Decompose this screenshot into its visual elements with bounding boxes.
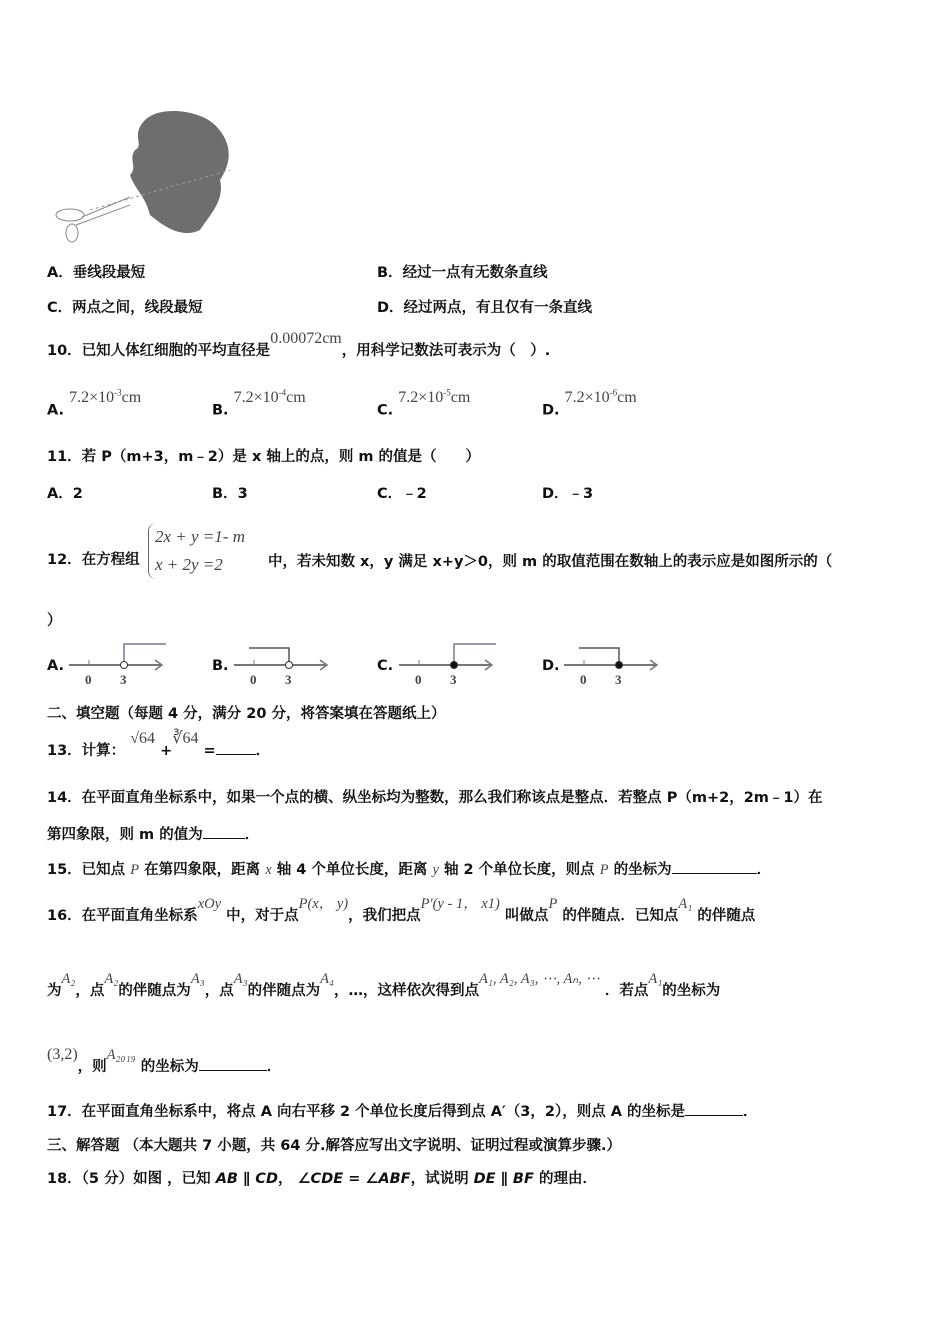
number-line: [564, 640, 674, 688]
math-var: xOy: [197, 896, 222, 912]
question-text: 的坐标为: [662, 983, 721, 999]
option-letter: D.: [542, 658, 560, 674]
q11-option-b: [212, 482, 248, 503]
question-16-line2: [47, 971, 721, 1001]
math-parallel: DE ∥ BF: [473, 1171, 534, 1187]
punctuation: ．: [255, 743, 271, 759]
math-exp: -4: [278, 388, 287, 398]
question-text: ，…，这样依次得到点: [334, 983, 480, 999]
section-heading: 三、解答题 （本大题共 7 小题，共 64 分.解答应写出文字说明、证明过程或演算步骤.）: [47, 1138, 622, 1154]
punctuation: ．: [266, 1059, 282, 1075]
option-text: 经过一点有无数条直线: [402, 265, 548, 281]
math-sqrt: √64: [130, 730, 156, 747]
question-text: 15．已知点: [47, 862, 126, 878]
option-letter: B．: [377, 265, 403, 281]
option-letter: A．: [47, 265, 73, 281]
q11-option-a: [47, 482, 83, 503]
question-text: ，则: [77, 1059, 107, 1075]
math-base: 7.2×10: [69, 389, 115, 407]
option-letter: B.: [212, 402, 229, 419]
question-14-line1: 14．在平面直角坐标系中，如果一个点的横、纵坐标均为整数，那么我们称该点是整点．若整点 P（m+2，2m﹣1）在: [47, 790, 823, 806]
math-value: 0.00072cm: [270, 330, 342, 347]
question-text: ，点: [75, 983, 105, 999]
question-18: [47, 1169, 597, 1189]
q9-option-c: [47, 296, 203, 317]
q9-option-b: [377, 261, 548, 282]
punctuation: ．: [743, 1104, 758, 1120]
question-text: 的理由．: [538, 1171, 597, 1187]
math-parallel: AB ∥ CD: [215, 1171, 278, 1187]
math-var: x: [265, 862, 272, 878]
question-text: 轴 4 个单位长度，距离: [276, 862, 428, 878]
math-point: (3,2): [47, 1046, 78, 1063]
option-letter: D．: [542, 486, 569, 502]
math-unit: cm: [286, 389, 306, 407]
tick-label-3: 3: [120, 672, 127, 687]
question-text: 轴 2 个单位长度，则点: [443, 862, 595, 878]
math-unit: cm: [450, 389, 471, 407]
question-text: 中，对于点: [226, 908, 299, 924]
question-text: ，我们把点: [348, 908, 421, 924]
question-text: 13．计算：: [47, 743, 126, 759]
math-var: A₃: [233, 971, 248, 987]
question-text: ）: [47, 613, 62, 629]
math-base: 7.2×10: [233, 389, 279, 407]
question-16-line1: [47, 896, 756, 926]
q11-option-d: [542, 482, 593, 503]
endpoint-closed: [451, 662, 458, 669]
leaf-scissors-figure: [50, 105, 240, 245]
section-heading: 二、填空题（每题 4 分，满分 20 分，将答案填在答题纸上）: [47, 706, 446, 722]
punctuation: ．: [756, 862, 772, 878]
punctuation: ．: [244, 827, 260, 843]
question-number: 10．: [47, 343, 82, 359]
question-text: 16．在平面直角坐标系: [47, 908, 198, 924]
tick-label-3: 3: [615, 672, 622, 687]
math-base: 7.2×10: [564, 389, 610, 407]
question-text: 的伴随点．已知点: [562, 908, 679, 924]
option-letter: C.: [377, 402, 394, 419]
tick-label-3: 3: [285, 672, 292, 687]
math-var: P: [130, 862, 140, 878]
question-text: 在方程组: [81, 552, 140, 568]
question-text: ，试说明: [410, 1171, 469, 1187]
question-text: 的伴随点: [697, 908, 756, 924]
option-letter: B.: [212, 658, 229, 674]
option-text: 2: [72, 486, 83, 502]
math-var: y: [432, 862, 439, 878]
question-15: [47, 859, 771, 880]
equation-1: 2x + y =1- m: [155, 527, 245, 546]
question-10: [47, 330, 551, 361]
equation-2: x + 2y =2: [155, 555, 223, 574]
number-line: [399, 640, 509, 688]
tick-label-0: 0: [85, 672, 92, 687]
option-text: 垂线段最短: [72, 265, 146, 281]
option-letter: A.: [47, 402, 64, 419]
option-text: 3: [237, 486, 248, 502]
tick-label-0: 0: [580, 672, 587, 687]
math-var: A₁: [648, 971, 663, 987]
question-text: ，: [278, 1171, 293, 1187]
option-text: 两点之间，线段最短: [72, 300, 203, 316]
math-var: P: [548, 896, 558, 912]
range-bracket: [454, 644, 496, 665]
answer-blank[interactable]: [203, 824, 245, 839]
math-sequence: A₁, A₂, A₃, ⋯, Aₙ, ⋯: [479, 971, 600, 987]
math-unit: cm: [121, 389, 142, 407]
equation-system: [148, 523, 245, 579]
math-base: 7.2×10: [398, 389, 444, 407]
math-unit: cm: [617, 389, 637, 407]
math-cbrt: ∛64: [172, 730, 199, 747]
question-11: 11．若 P（m+3，m﹣2）是 x 轴上的点，则 m 的值是（ ）: [47, 449, 481, 465]
math-angle-equality: ∠CDE = ∠ABF: [297, 1171, 411, 1187]
math-plus: +: [160, 743, 173, 759]
endpoint-open: [121, 662, 128, 669]
q11-option-c: [377, 482, 427, 503]
option-letter: D.: [542, 402, 560, 419]
range-bracket: [249, 648, 289, 665]
tick-label-0: 0: [415, 672, 422, 687]
math-var: A₃: [190, 971, 205, 987]
question-text: 17．在平面直角坐标系中，将点 A 向右平移 2 个单位长度后得到点 A′（3，2），则点 A 的坐标是: [47, 1104, 686, 1120]
question-text: 的伴随点为: [247, 983, 321, 999]
question-text: 的坐标为: [613, 862, 672, 878]
question-text: 为: [47, 983, 62, 999]
option-letter: C．: [47, 300, 73, 316]
question-text: 第四象限，则 m 的值为: [47, 827, 203, 843]
question-text: 中，若未知数 x，y 满足 x+y＞0，则 m 的取值范围在数轴上的表示应是如图所示的（: [268, 554, 833, 570]
q9-option-d: [377, 296, 592, 317]
option-text: ﹣3: [568, 486, 594, 502]
option-letter: C.: [377, 658, 394, 674]
question-text: ，用科学记数法可表示为（ ）.: [341, 343, 551, 359]
math-equals: =: [203, 743, 216, 759]
math-var: A₂₀₁₉: [106, 1047, 136, 1063]
option-letter: A.: [47, 658, 64, 674]
answer-blank[interactable]: [685, 1101, 743, 1116]
endpoint-closed: [616, 662, 623, 669]
question-12: [47, 550, 140, 570]
math-var: A₄: [320, 971, 335, 987]
math-var: A₂: [61, 971, 76, 987]
endpoint-open: [286, 662, 293, 669]
range-bracket: [579, 648, 619, 665]
math-var: A₂: [104, 971, 119, 987]
math-point: P′(y - 1， x1): [420, 896, 500, 912]
math-exp: -5: [443, 388, 451, 398]
answer-blank[interactable]: [216, 740, 256, 755]
math-point: P(x， y): [298, 896, 349, 912]
option-letter: B．: [212, 486, 238, 502]
range-bracket: [124, 644, 166, 665]
question-text: ，点: [204, 983, 234, 999]
question-text: ．若点: [604, 983, 649, 999]
option-letter: A．: [47, 486, 73, 502]
tick-label-3: 3: [450, 672, 457, 687]
question-16-line3: [47, 1046, 282, 1077]
question-text: 已知人体红细胞的平均直径是: [81, 343, 271, 359]
answer-blank[interactable]: [672, 859, 757, 874]
q9-option-a: [47, 261, 145, 282]
question-14-line2: [47, 824, 259, 845]
question-text: 在第四象限，距离: [144, 862, 261, 878]
tick-label-0: 0: [250, 672, 257, 687]
option-letter: C．: [377, 486, 403, 502]
question-text: 的坐标为: [140, 1059, 199, 1075]
question-text: 18．（5 分）如图 ，已知: [47, 1171, 211, 1187]
answer-blank[interactable]: [199, 1056, 267, 1071]
option-text: 经过两点，有且仅有一条直线: [403, 300, 593, 316]
question-number: 12．: [47, 552, 82, 568]
option-letter: D．: [377, 300, 404, 316]
math-exp: -6: [609, 388, 618, 398]
math-var: P: [599, 862, 609, 878]
option-text: ﹣2: [402, 486, 427, 502]
question-17: [47, 1101, 758, 1122]
question-13: [47, 730, 271, 761]
number-line: [234, 640, 344, 688]
math-var: A₁: [678, 896, 693, 912]
question-text: 叫做点: [504, 908, 549, 924]
math-exp: -3: [114, 388, 122, 398]
question-text: 的伴随点为: [118, 983, 191, 999]
number-line: [69, 640, 179, 688]
